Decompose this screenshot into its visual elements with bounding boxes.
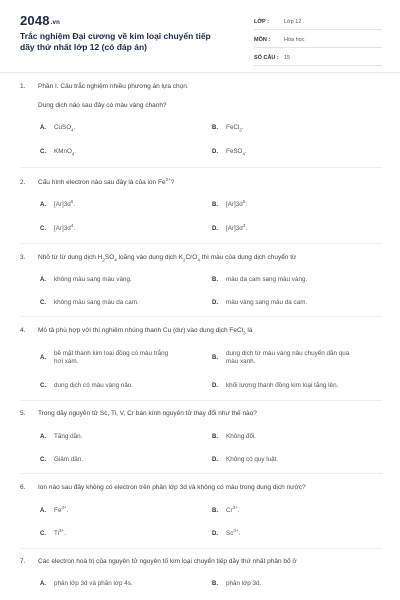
option-text: $Cr^{3+}$. xyxy=(226,504,240,514)
option-text: dung dịch có màu vàng nâu. xyxy=(54,382,134,389)
meta-value: Hóa học xyxy=(284,37,305,43)
option-a[interactable] xyxy=(40,124,194,132)
option-letter: A. xyxy=(40,434,46,440)
option-text: $[Ar]3d^3$. xyxy=(226,222,248,232)
option-letter: C. xyxy=(40,226,46,232)
option-letter: D. xyxy=(212,383,218,389)
option-c[interactable] xyxy=(40,299,194,307)
option-letter: B. xyxy=(212,581,218,587)
option-text: FeSO$_4$. xyxy=(226,148,247,157)
option-letter: B. xyxy=(212,277,218,283)
question-6 xyxy=(20,483,382,492)
option-letter: D. xyxy=(212,226,218,232)
divider xyxy=(20,400,382,401)
question-4 xyxy=(20,326,382,335)
option-text: $[Ar]3d^6$. xyxy=(54,198,76,208)
option-letter: A. xyxy=(40,355,46,361)
meta-key: MÔN : xyxy=(254,37,271,43)
option-c[interactable] xyxy=(40,456,194,464)
option-letter: A. xyxy=(40,125,46,131)
divider xyxy=(20,167,382,168)
option-letter: B. xyxy=(212,202,218,208)
option-d[interactable] xyxy=(212,222,366,233)
option-text: $Ti^{3+}$. xyxy=(54,527,66,537)
option-text: màu da cam sang màu vàng. xyxy=(226,276,308,283)
meta-value: 15 xyxy=(284,55,291,61)
option-b[interactable] xyxy=(212,580,366,588)
option-letter: A. xyxy=(40,581,46,587)
option-letter: D. xyxy=(212,457,218,463)
question-number: 6. xyxy=(20,484,26,491)
option-b[interactable] xyxy=(212,198,366,209)
option-d[interactable] xyxy=(212,299,366,307)
option-letter: D. xyxy=(212,300,218,306)
option-text: $Sc^{3+}$. xyxy=(226,527,241,537)
logo-sub-text: .vn xyxy=(50,20,61,26)
option-a[interactable] xyxy=(40,198,194,209)
option-text: FeCl$_3$. xyxy=(226,124,244,133)
logo-main-text: 2048 xyxy=(20,13,50,28)
divider xyxy=(20,243,382,244)
option-a[interactable] xyxy=(40,580,194,588)
divider xyxy=(20,548,382,549)
option-letter: C. xyxy=(40,149,46,155)
option-text: Tăng dần. xyxy=(54,433,83,440)
option-d[interactable] xyxy=(212,456,366,464)
option-c[interactable] xyxy=(40,222,194,233)
option-letter: C. xyxy=(40,531,46,537)
option-text: Không đổi. xyxy=(226,433,257,440)
option-a[interactable] xyxy=(40,433,194,441)
option-c[interactable] xyxy=(40,382,194,390)
site-logo[interactable] xyxy=(20,13,60,28)
option-text: KMnO$_4$. xyxy=(54,148,77,157)
option-letter: A. xyxy=(40,202,46,208)
question-text: Các electron hoá trị của nguyên tử nguyên tố kim loại chuyển tiếp dãy thứ nhất phân bố ở xyxy=(38,558,297,565)
question-prompt: Dung dịch nào sau đây có màu vàng chanh? xyxy=(38,102,167,109)
question-5 xyxy=(20,409,382,418)
question-number: 2. xyxy=(20,179,26,186)
meta-row-subject xyxy=(254,33,382,48)
option-letter: D. xyxy=(212,149,218,155)
question-text: Trong dãy nguyên tử Sc, Ti, V, Cr bán kính nguyên tử thay đổi như thế nào? xyxy=(38,410,257,417)
option-text: dung dịch từ màu vàng nâu chuyển dần qua màu xanh. xyxy=(226,350,350,365)
meta-key: LỚP : xyxy=(254,19,269,25)
question-text: Nhỏ từ từ dung dịch $H_2SO_4$ loãng vào dung dịch $K_2CrO_4$ thì màu của dung dịch chuyển từ xyxy=(38,254,297,263)
option-text: không màu sang màu da cam. xyxy=(54,299,139,306)
question-2 xyxy=(20,178,382,187)
question-number: 7. xyxy=(20,558,26,565)
option-d[interactable] xyxy=(212,527,366,538)
question-number: 1. xyxy=(20,83,26,90)
option-text: phân lớp 3d. xyxy=(226,580,262,587)
option-letter: B. xyxy=(212,434,218,440)
option-text: CuSO$_4$. xyxy=(54,124,76,133)
option-letter: B. xyxy=(212,125,218,131)
option-text: không màu sang màu vàng. xyxy=(54,276,132,283)
meta-row-grade xyxy=(254,15,382,30)
question-number: 4. xyxy=(20,327,26,334)
option-text: Giảm dần. xyxy=(54,456,84,463)
question-3 xyxy=(20,253,382,262)
option-text: màu vàng sang màu da cam. xyxy=(226,299,308,306)
option-letter: B. xyxy=(212,508,218,514)
option-d[interactable] xyxy=(212,382,382,390)
option-letter: D. xyxy=(212,531,218,537)
option-letter: B. xyxy=(212,355,218,361)
divider xyxy=(20,316,382,317)
document-title: Trắc nghiệm Đại cương về kim loại chuyển tiếp dãy thứ nhất lớp 12 (có đáp án) xyxy=(20,31,211,52)
option-text: $[Ar]3d^5$. xyxy=(226,198,248,208)
option-a[interactable] xyxy=(40,276,194,284)
option-text: $Fe^{3+}$. xyxy=(54,504,69,514)
option-d[interactable] xyxy=(212,148,366,156)
question-number: 5. xyxy=(20,410,26,417)
meta-key: SỐ CÂU : xyxy=(254,55,279,61)
question-text: Cấu hình electron nào sau đây là của ion $Fe^{2+}$? xyxy=(38,176,175,186)
option-text: khối lượng thanh đồng kim loại tăng lên. xyxy=(226,382,339,389)
question-text: Mô tả phù hợp với thí nghiệm nhúng thanh Cu (dư) vào dung dịch FeCl$_3$ là xyxy=(38,327,253,336)
question-text: Phần I. Câu trắc nghiệm nhiều phương án lựa chọn. xyxy=(38,83,189,90)
option-letter: A. xyxy=(40,508,46,514)
option-b[interactable] xyxy=(212,276,366,284)
question-1 xyxy=(20,82,382,110)
option-b[interactable] xyxy=(212,504,366,515)
option-b[interactable] xyxy=(212,124,366,132)
meta-row-count xyxy=(254,51,382,66)
question-7 xyxy=(20,557,382,566)
question-number: 3. xyxy=(20,254,26,261)
option-text: Không có quy luật. xyxy=(226,456,279,463)
option-a[interactable] xyxy=(40,350,178,366)
option-a[interactable] xyxy=(40,504,194,515)
divider xyxy=(20,473,382,474)
option-letter: A. xyxy=(40,277,46,283)
header xyxy=(0,0,400,73)
meta-panel xyxy=(254,15,382,69)
option-letter: C. xyxy=(40,300,46,306)
option-b[interactable] xyxy=(212,350,356,366)
option-text: $[Ar]3d^4$. xyxy=(54,222,76,232)
option-c[interactable] xyxy=(40,148,194,156)
option-letter: C. xyxy=(40,383,46,389)
meta-value: Lớp 12 xyxy=(284,19,302,25)
option-text: bề mặt thanh kim loại đồng có màu trắng hơi xám. xyxy=(54,350,169,365)
option-text: phân lớp 3d và phân lớp 4s. xyxy=(54,580,133,587)
question-text: Ion nào sau đây không có electron trên phân lớp 3d và không có màu trong dung dịch nước? xyxy=(38,484,306,491)
option-letter: C. xyxy=(40,457,46,463)
option-c[interactable] xyxy=(40,527,194,538)
option-b[interactable] xyxy=(212,433,366,441)
